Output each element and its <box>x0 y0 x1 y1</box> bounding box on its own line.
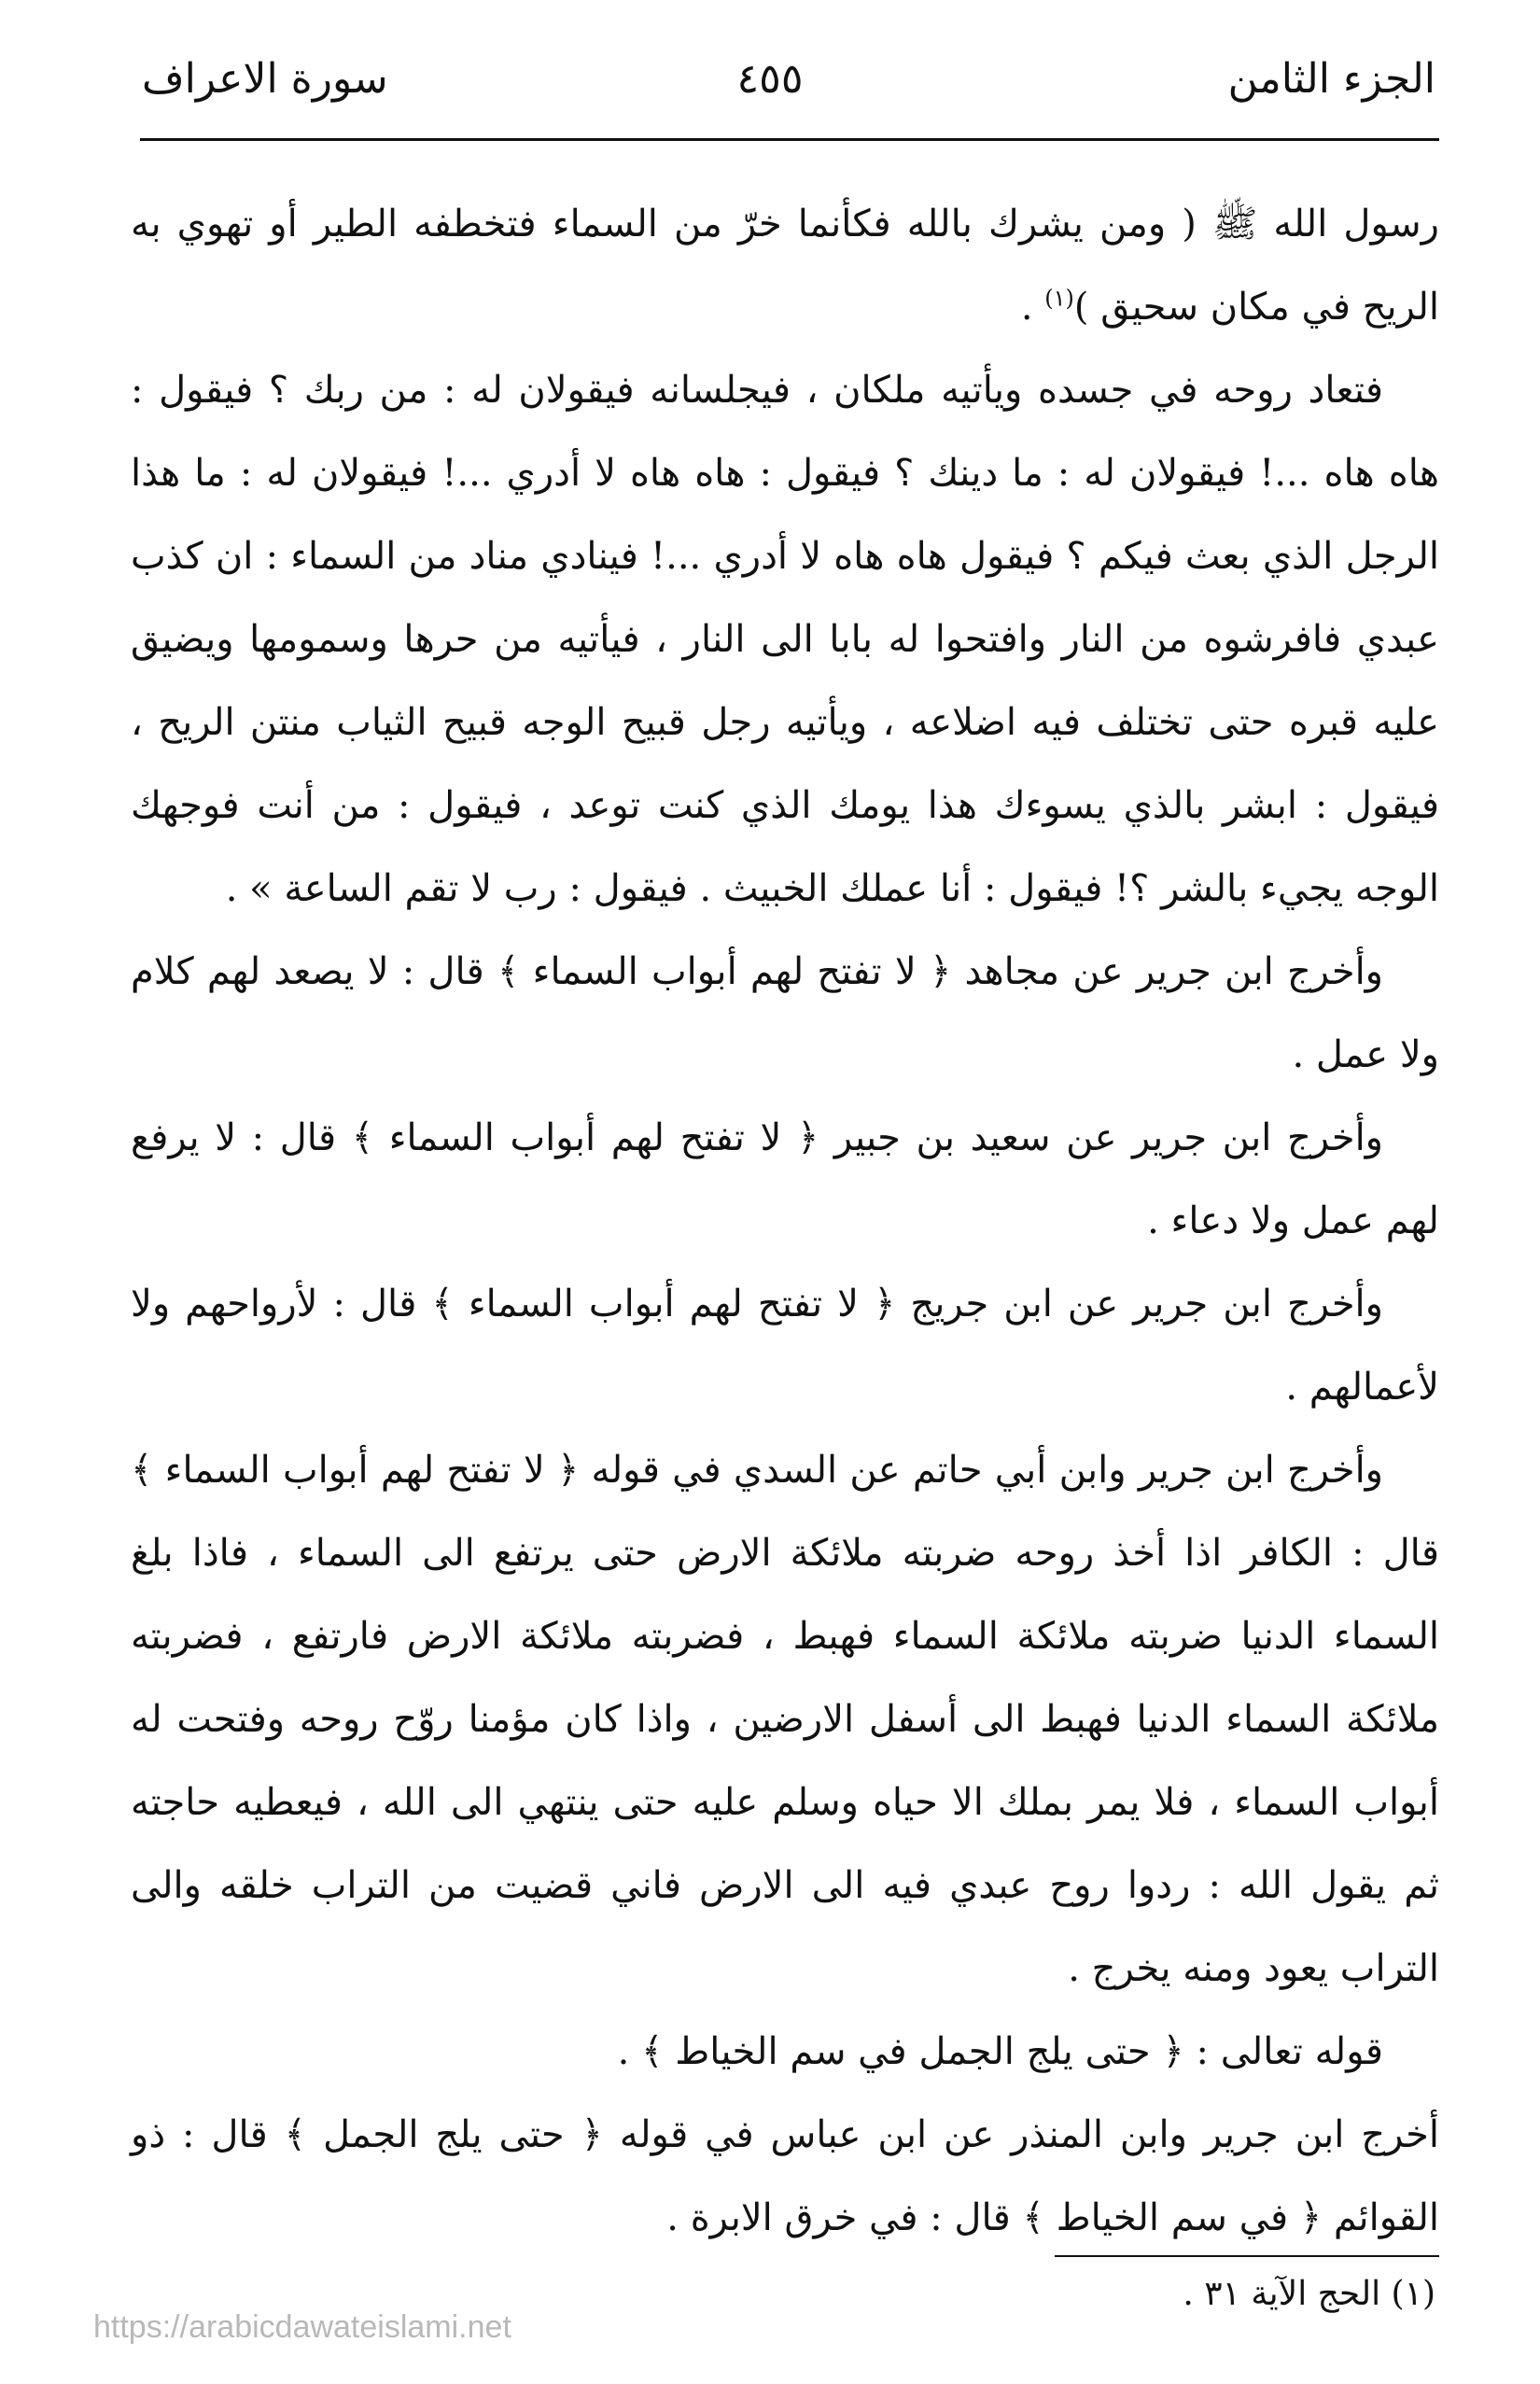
footnote: (١) الحج الآية ٣١ . <box>1183 2275 1435 2313</box>
paragraph-3: وأخرج ابن جرير عن مجاهد ﴿ لا تفتح لهم أبواب السماء ﴾ قال : لا يصعد لهم كلام ولا عمل . <box>131 950 1439 1076</box>
main-text <box>131 183 1439 2260</box>
paragraph-1: رسول الله ﷺ ( ومن يشرك بالله فكأنما خرّ من السماء فتخطفه الطير أو تهوي به الريح في مكان سحيق )$^{(١)}$ . <box>131 203 1439 329</box>
paragraph-7: قوله تعالى : ﴿ حتى يلج الجمل في سم الخياط ﴾ . <box>617 2030 1383 2073</box>
paragraph-8: أخرج ابن جرير وابن المنذر عن ابن عباس في قوله ﴿ حتى يلج الجمل ﴾ قال : ذو القوائم ﴿ في سم الخياط ﴾ قال : في خرق الابرة . <box>131 2113 1439 2239</box>
page-number: ٤٥٥ <box>736 55 804 103</box>
footnote-divider <box>1055 2255 1439 2257</box>
juz-heading: الجزء الثامن <box>1227 55 1435 103</box>
paragraph-5: وأخرج ابن جرير عن ابن جريج ﴿ لا تفتح لهم أبواب السماء ﴾ قال : لأرواحهم ولا لأعمالهم . <box>131 1283 1439 1409</box>
watermark-url: https://arabicdawateislami.net <box>93 2309 511 2345</box>
surah-heading: سورة الاعراف <box>142 55 388 103</box>
paragraph-6: وأخرج ابن جرير وابن أبي حاتم عن السدي في قوله ﴿ لا تفتح لهم أبواب السماء ﴾ قال : الكافر اذا أخذ روحه ضربته ملائكة الارض حتى يرتفع الى السماء ، فاذا بلغ السماء الدنيا ضربته ملائكة السماء فهبط ، فضربته ملائكة الارض فارتفع ، فضربته ملائكة السماء الدنيا فهبط الى أسفل الارضين ، واذا كان مؤمنا روّح روحه وفتحت له أبواب السماء ، فلا يمر بملك الا حياه وسلم عليه حتى ينتهي الى الله ، فيعطيه حاجته ثم يقول الله : ردوا روح عبدي فيه الى الارض فاني قضيت من التراب خلقه والى التراب يعود ومنه يخرج . <box>131 1449 1439 1990</box>
paragraph-2: فتعاد روحه في جسده ويأتيه ملكان ، فيجلسانه فيقولان له : من ربك ؟ فيقول : هاه هاه ...! فيقولان له : ما دينك ؟ فيقول : هاه هاه لا أدري ...! فيقولان له : ما هذا الرجل الذي بعث فيكم ؟ فيقول هاه هاه لا أدري ...! فينادي مناد من السماء : ان كذب عبدي فافرشوه من النار وافتحوا له بابا الى النار ، فيأتيه من حرها وسمومها ويضيق عليه قبره حتى تختلف فيه اضلاعه ، ويأتيه رجل قبيح الوجه قبيح الثياب منتن الريح ، فيقول : ابشر بالذي يسوءك هذا يومك الذي كنت توعد ، فيقول : من أنت فوجهك الوجه يجيء بالشر ؟! فيقول : أنا عملك الخبيث . فيقول : رب لا تقم الساعة » . <box>131 369 1439 910</box>
footnote-marker: (١) <box>1044 285 1074 312</box>
paragraph-4: وأخرج ابن جرير عن سعيد بن جبير ﴿ لا تفتح لهم أبواب السماء ﴾ قال : لا يرفع لهم عمل ولا دعاء . <box>131 1116 1439 1242</box>
header-divider <box>140 138 1439 141</box>
